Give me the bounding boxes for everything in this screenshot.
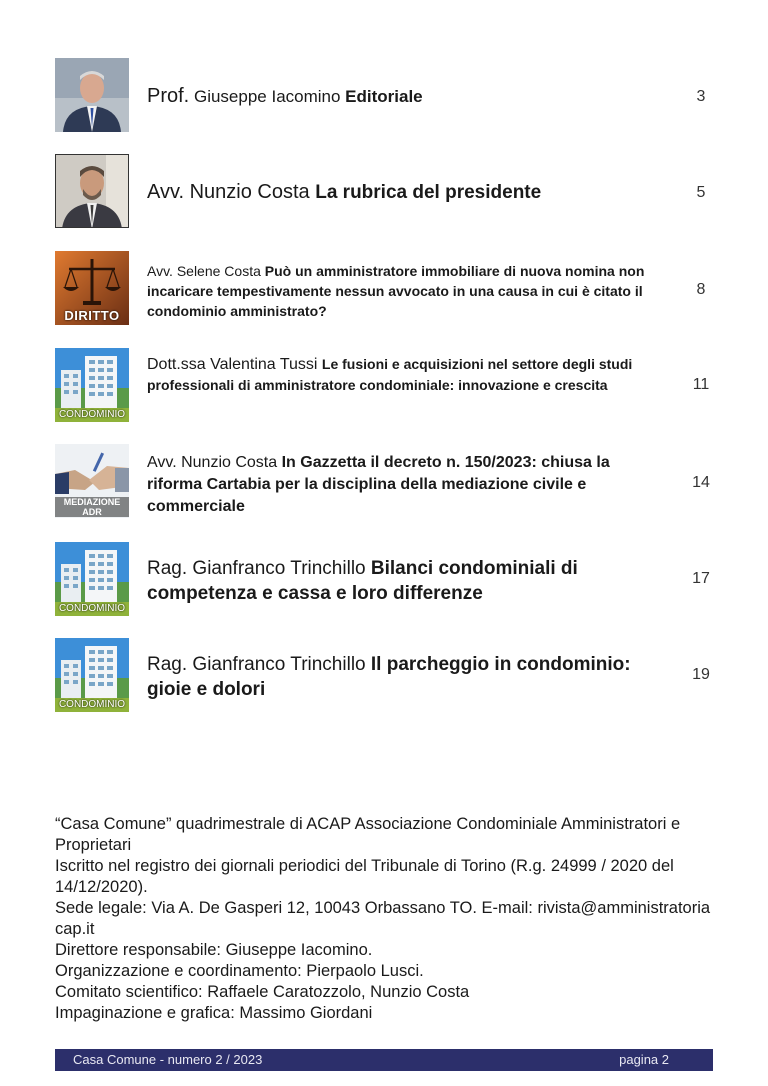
- colophon-director: Direttore responsabile: Giuseppe Iacomino.: [55, 941, 373, 959]
- condominio-thumbnail: [55, 638, 129, 712]
- mediazione-thumbnail: [55, 444, 129, 518]
- article-title: Le fusioni e acquisizioni nel settore degli studi professionali di amministratore condominiale: innovazione e crescita: [147, 356, 633, 393]
- colophon-scientific-committee: Comitato scientifico: Raffaele Caratozzolo, Nunzio Costa: [55, 983, 470, 1001]
- author-prefix: Prof.: [147, 85, 190, 107]
- portrait-image-icon: [55, 58, 129, 132]
- toc-entry-text: [147, 452, 667, 518]
- author-name: Rag. Gianfranco Trinchillo: [147, 654, 371, 675]
- condominio-thumbnail: [55, 348, 129, 422]
- toc-entry-5[interactable]: [55, 444, 715, 520]
- colophon: [55, 814, 715, 1024]
- page-number: 17: [692, 570, 710, 587]
- article-title: In Gazzetta il decreto n. 150/2023: chiusa la riforma Cartabia per la disciplina della mediazione civile e commerciale: [147, 454, 610, 515]
- thumbnail-label: CONDOMINIO: [58, 699, 126, 710]
- colophon-publication: “Casa Comune” quadrimestrale di ACAP Associazione Condominiale Amministratori e Proprietari: [55, 815, 681, 854]
- toc-entry-text: [147, 652, 647, 702]
- portrait-thumbnail: [55, 154, 129, 228]
- thumbnail-label: CONDOMINIO: [58, 409, 126, 420]
- toc-entry-text: [147, 85, 657, 109]
- article-title: Editoriale: [345, 87, 423, 106]
- page-number: 5: [696, 184, 706, 201]
- colophon-layout: Impaginazione e grafica: Massimo Giordani: [55, 1004, 373, 1022]
- page-number: 11: [692, 376, 710, 393]
- page-number: 19: [692, 666, 710, 683]
- author-name: Dott.ssa Valentina Tussi: [147, 356, 322, 373]
- toc-entry-4[interactable]: [55, 348, 715, 424]
- author-name: Avv. Nunzio Costa: [147, 181, 316, 203]
- page-number: 8: [696, 281, 706, 298]
- author-name: Avv. Selene Costa: [147, 263, 265, 279]
- footer-page-number: pagina 2: [619, 1052, 669, 1067]
- page-number: 3: [696, 88, 706, 105]
- diritto-thumbnail: [55, 251, 129, 325]
- article-title: La rubrica del presidente: [315, 182, 542, 203]
- footer-bar: [55, 1049, 713, 1071]
- article-title: Il parcheggio in condominio: gioie e dolori: [147, 654, 631, 700]
- colophon-registration: Iscritto nel registro dei giornali periodici del Tribunale di Torino (R.g. 24999 / 2020 del 14/12/2020).: [55, 857, 674, 896]
- portrait-thumbnail: [55, 58, 129, 132]
- page-number: 14: [692, 474, 710, 491]
- author-name: Avv. Nunzio Costa: [147, 454, 282, 471]
- footer-issue: Casa Comune - numero 2 / 2023: [73, 1052, 263, 1067]
- toc-entry-text: [147, 354, 667, 396]
- toc-entry-text: [147, 181, 657, 205]
- thumbnail-label: MEDIAZIONE ADR: [55, 497, 129, 517]
- thumbnail-label: CONDOMINIO: [58, 603, 126, 614]
- toc-entry-text: [147, 261, 667, 321]
- author-name: Rag. Gianfranco Trinchillo: [147, 558, 371, 579]
- colophon-organization: Organizzazione e coordinamento: Pierpaolo Lusci.: [55, 962, 424, 980]
- thumbnail-label: DIRITTO: [64, 308, 120, 323]
- condominio-thumbnail: [55, 542, 129, 616]
- toc-entry-1[interactable]: [55, 58, 715, 134]
- article-title: Bilanci condominiali di competenza e cassa e loro differenze: [147, 558, 578, 604]
- toc-entry-2[interactable]: [55, 154, 715, 230]
- toc-entry-7[interactable]: [55, 638, 715, 714]
- colophon-address: Sede legale: Via A. De Gasperi 12, 10043 Orbassano TO. E-mail: rivista@amministratoriacap.it: [55, 899, 711, 938]
- toc-entry-text: [147, 556, 667, 606]
- portrait-image-icon: [56, 155, 129, 228]
- author-name: Giuseppe Iacomino: [189, 87, 346, 106]
- article-title: Può un amministratore immobiliare di nuova nomina non incaricare tempestivamente nessun avvocato in una causa in cui è citato il condominio amministrato?: [147, 263, 645, 319]
- toc-entry-3[interactable]: [55, 251, 715, 327]
- toc-entry-6[interactable]: [55, 542, 715, 618]
